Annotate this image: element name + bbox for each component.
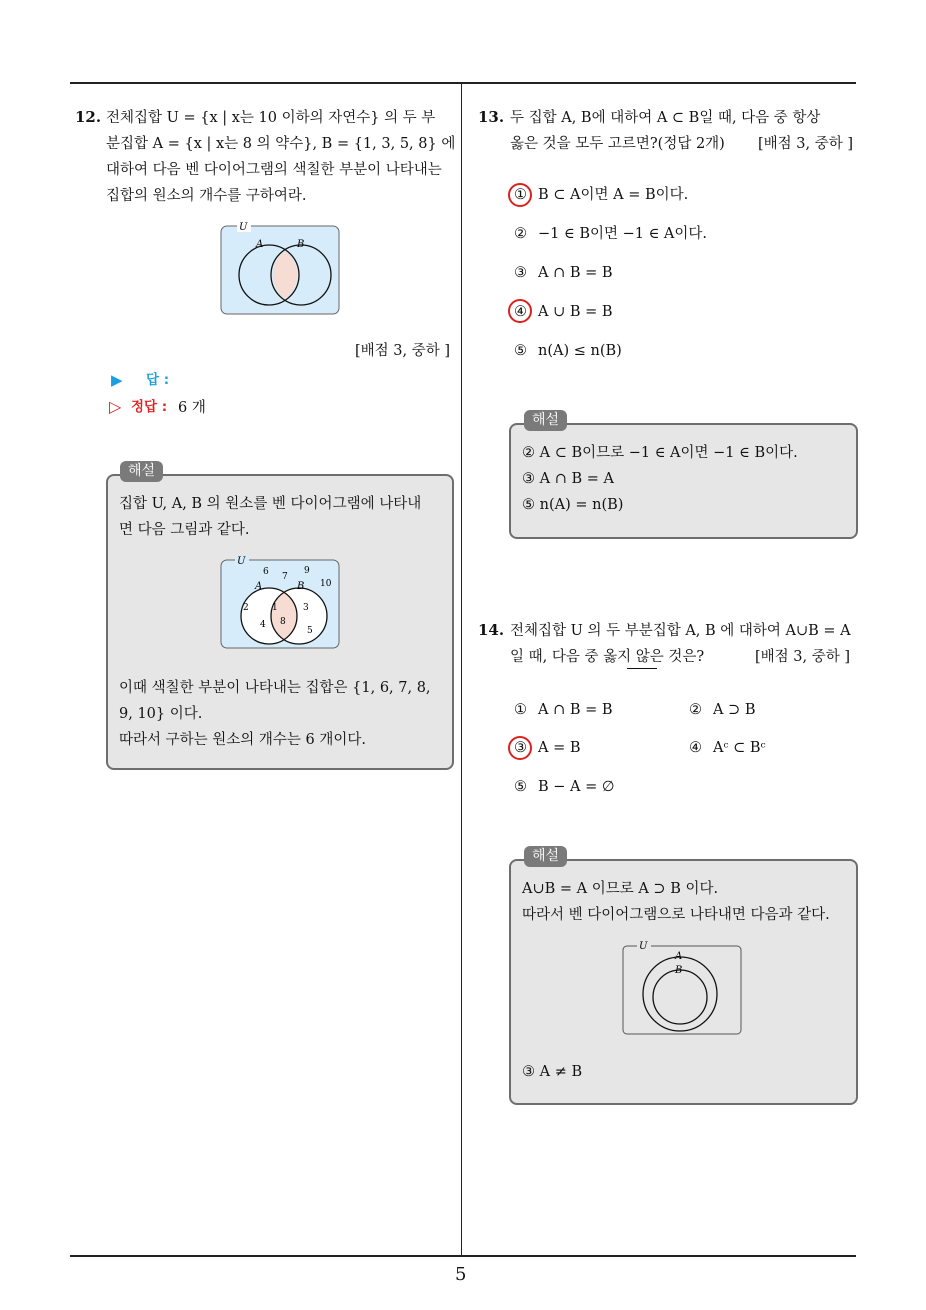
question-text-line: 분집합 A = {x | x는 8 의 약수}, B = {1, 3, 5, 8} 에 bbox=[106, 136, 456, 152]
correct-arrow-icon: ▷ bbox=[109, 397, 122, 416]
element-label: 10 bbox=[320, 579, 332, 589]
venn-label-b: B bbox=[675, 965, 683, 976]
option-text: B ⊂ A이면 A = B이다. bbox=[538, 187, 689, 203]
venn-label-a: A bbox=[256, 239, 264, 250]
element-label: 4 bbox=[260, 620, 266, 630]
explanation-line: 집합 U, A, B 의 원소를 벤 다이어그램에 나타내 bbox=[119, 496, 422, 512]
points-label: [배점 3, 중하 ] bbox=[755, 649, 851, 665]
element-label: 7 bbox=[282, 572, 288, 582]
explanation-line: 이때 색칠한 부분이 나타내는 집합은 {1, 6, 7, 8, bbox=[119, 680, 431, 696]
venn-label-a: A bbox=[255, 581, 263, 592]
explanation-tag: 해설 bbox=[120, 461, 163, 482]
explanation-tag: 해설 bbox=[524, 410, 567, 431]
question-text-line: 옳은 것을 모두 고르면?(정답 2개) bbox=[510, 136, 725, 152]
option-number: ① bbox=[514, 187, 527, 203]
option-text: A = B bbox=[538, 740, 581, 756]
page-number: 5 bbox=[455, 1264, 467, 1285]
element-label: 3 bbox=[303, 603, 309, 613]
points-label: [배점 3, 중하 ] bbox=[758, 136, 854, 152]
element-label: 8 bbox=[280, 617, 286, 627]
element-label: 2 bbox=[243, 603, 249, 613]
explanation-line: 따라서 벤 다이어그램으로 나타내면 다음과 같다. bbox=[522, 907, 830, 923]
element-label: 5 bbox=[307, 626, 313, 636]
correct-label: 정답 : bbox=[131, 399, 168, 415]
question-number: 12. bbox=[75, 108, 102, 126]
answer-arrow-icon: ▶ bbox=[111, 371, 123, 389]
top-rule bbox=[70, 82, 856, 84]
option-number: ③ bbox=[514, 740, 527, 756]
element-label: 6 bbox=[263, 567, 269, 577]
explanation-line: 9, 10} 이다. bbox=[119, 706, 203, 722]
venn-label-b: B bbox=[297, 239, 305, 250]
option-number: ④ bbox=[514, 304, 527, 320]
question-text-line: 전체집합 U 의 두 부분집합 A, B 에 대하여 A∪B = A bbox=[510, 623, 851, 639]
option-text: A ∪ B = B bbox=[538, 304, 613, 320]
explanation-line: ⑤ n(A) = n(B) bbox=[522, 497, 624, 513]
venn-label-u: U bbox=[639, 941, 648, 952]
answer-label: 답 : bbox=[146, 372, 170, 388]
question-text-line: 두 집합 A, B에 대하여 A ⊂ B일 때, 다음 중 항상 bbox=[510, 110, 821, 126]
venn-diagram bbox=[219, 218, 341, 318]
question-number: 14. bbox=[478, 621, 505, 639]
option-text: Aᶜ ⊂ Bᶜ bbox=[713, 740, 766, 756]
explanation-line: ③ A ∩ B = A bbox=[522, 471, 614, 487]
option-number: ① bbox=[514, 702, 527, 718]
question-text-line: 집합의 원소의 개수를 구하여라. bbox=[106, 188, 307, 204]
option-text: −1 ∈ B이면 −1 ∈ A이다. bbox=[538, 226, 708, 242]
venn-label-b: B bbox=[297, 581, 305, 592]
option-number: ④ bbox=[689, 740, 702, 756]
question-text-line: 대하여 다음 벤 다이어그램의 색칠한 부분이 나타내는 bbox=[106, 162, 442, 178]
explanation-tag: 해설 bbox=[524, 846, 567, 867]
venn-label-u: U bbox=[237, 556, 246, 567]
explanation-line: 면 다음 그림과 같다. bbox=[119, 522, 250, 538]
element-label: 1 bbox=[272, 603, 278, 613]
bottom-rule bbox=[70, 1255, 856, 1257]
correct-value: 6 개 bbox=[178, 400, 206, 416]
points-label: [배점 3, 중하 ] bbox=[355, 343, 451, 359]
option-number: ⑤ bbox=[514, 343, 527, 359]
venn-diagram-elements bbox=[219, 552, 341, 652]
venn-label-a: A bbox=[675, 951, 683, 962]
option-number: ③ bbox=[514, 265, 527, 281]
option-text: n(A) ≤ n(B) bbox=[538, 343, 622, 359]
question-text-line: 전체집합 U = {x | x는 10 이하의 자연수} 의 두 부 bbox=[106, 110, 436, 126]
venn-label-u: U bbox=[239, 222, 248, 233]
option-text: A ⊃ B bbox=[713, 702, 756, 718]
question-text-line: 일 때, 다음 중 옳지 않은 것은? bbox=[510, 649, 705, 665]
explanation-line: A∪B = A 이므로 A ⊃ B 이다. bbox=[522, 881, 719, 897]
explanation-line: ② A ⊂ B이므로 −1 ∈ A이면 −1 ∈ B이다. bbox=[522, 445, 798, 461]
option-text: A ∩ B = B bbox=[538, 265, 613, 281]
column-divider bbox=[461, 84, 462, 1256]
option-text: A ∩ B = B bbox=[538, 702, 613, 718]
question-number: 13. bbox=[478, 108, 505, 126]
option-number: ⑤ bbox=[514, 779, 527, 795]
option-number: ② bbox=[689, 702, 702, 718]
option-text: B − A = ∅ bbox=[538, 779, 615, 795]
explanation-line: 따라서 구하는 원소의 개수는 6 개이다. bbox=[119, 732, 366, 748]
venn-diagram-nested bbox=[621, 938, 745, 1038]
explanation-line: ③ A ≠ B bbox=[522, 1064, 583, 1080]
element-label: 9 bbox=[304, 566, 310, 576]
underline-marker bbox=[627, 668, 657, 669]
option-number: ② bbox=[514, 226, 527, 242]
